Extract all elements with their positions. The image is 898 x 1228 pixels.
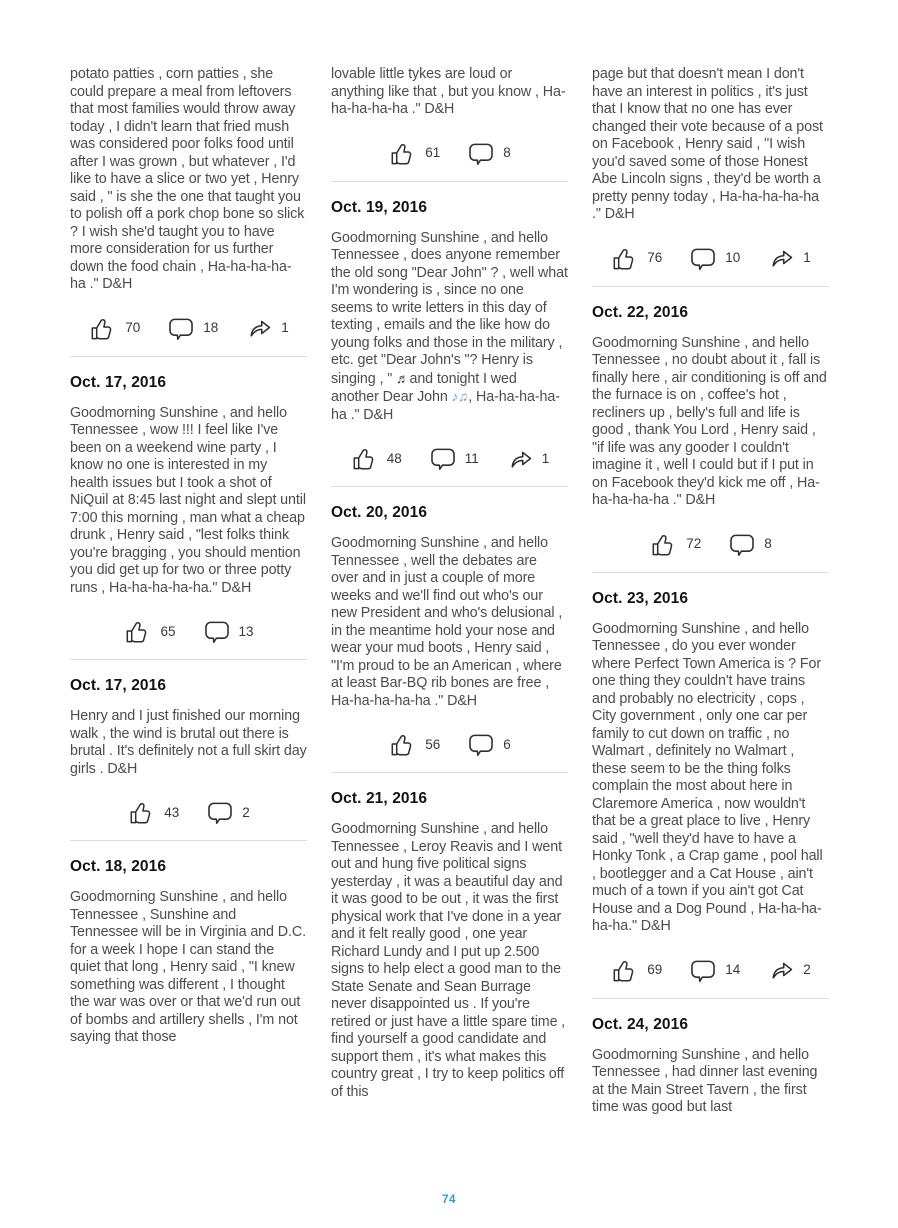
post-date: Oct. 20, 2016 bbox=[331, 504, 428, 521]
speech-bubble-icon bbox=[168, 316, 194, 340]
post bbox=[592, 304, 829, 573]
comment-count: 6 bbox=[503, 736, 511, 752]
thumbs-up-icon bbox=[88, 315, 116, 341]
speech-bubble-icon bbox=[468, 141, 494, 165]
post-date: Oct. 21, 2016 bbox=[331, 790, 428, 807]
share-count: 1 bbox=[541, 450, 550, 466]
comment-stat bbox=[207, 800, 250, 824]
column-left bbox=[70, 66, 307, 1117]
musical-score-icon: ♬ bbox=[396, 370, 410, 386]
post-text: Goodmorning Sunshine , and hello Tennessee , Leroy Reavis and I went out and hung five political signs yesterday , it was a beautiful day and it was good to be out , it was the first physical work that I've done in a year and it felt really good , one year Richard Lundy and I put up 2.500 signs to help elect a good man to the State Senate and Sean Burrage never disappointed us . If you're retired or just have a little spare time , find yourself a good candidate and support them , it's what makes this country great , I try to keep politics off of this bbox=[331, 821, 566, 1100]
thumbs-up-icon bbox=[388, 731, 416, 757]
share-stat bbox=[768, 958, 811, 981]
post-divider bbox=[592, 572, 829, 573]
comment-stat bbox=[690, 958, 740, 982]
post-date: Oct. 17, 2016 bbox=[70, 373, 167, 391]
comment-count: 13 bbox=[238, 623, 254, 639]
thumbs-up-icon bbox=[649, 531, 677, 557]
post-stats bbox=[70, 618, 307, 644]
comment-count: 8 bbox=[764, 536, 772, 551]
speech-bubble-icon bbox=[468, 732, 494, 756]
post-stats bbox=[70, 799, 307, 825]
like-stat bbox=[88, 315, 140, 341]
comment-stat bbox=[729, 532, 772, 556]
thumbs-up-icon bbox=[610, 245, 638, 271]
post-stats bbox=[331, 140, 568, 166]
speech-bubble-icon bbox=[207, 800, 233, 824]
post-continuation bbox=[70, 66, 307, 357]
post-stats bbox=[592, 245, 829, 271]
post bbox=[592, 1016, 829, 1117]
speech-bubble-icon bbox=[690, 958, 716, 982]
post-text-segment: Goodmorning Sunshine , and hello Tennessee , does anyone remember the old song "Dear John" ? , well what I'm wondering is , since no one seems to write letters in this day of texting , emails and the like how do young folks and those in the military , etc. get "Dear John's "? Henry is singing , " bbox=[331, 229, 568, 387]
like-count: 61 bbox=[425, 145, 441, 160]
like-count: 69 bbox=[647, 962, 663, 977]
like-stat bbox=[649, 531, 701, 557]
post-date: Oct. 19, 2016 bbox=[331, 198, 428, 216]
page-number: 74 bbox=[442, 1194, 456, 1206]
like-count: 56 bbox=[425, 736, 441, 752]
musical-notes-icon: ♪♫ bbox=[451, 389, 469, 404]
post-text: page but that doesn't mean I don't have an interest in politics , it's just that I know that no one has ever changed their vote because of a post on Facebook , Henry said , "I wish you'd saved some of those Honest Abe Lincoln signs , they'd be worth a pretty penny today , Ha-ha-ha-ha-ha ." D&H bbox=[592, 66, 823, 222]
post-stats bbox=[592, 531, 829, 557]
share-arrow-icon bbox=[768, 958, 794, 981]
speech-bubble-icon bbox=[729, 532, 755, 556]
post-text-segment: , Ha-ha-ha-ha-ha ." D&H bbox=[331, 389, 560, 423]
comment-stat bbox=[468, 732, 511, 756]
page-footer bbox=[0, 1190, 898, 1208]
comment-count: 14 bbox=[725, 962, 741, 977]
post-stats bbox=[331, 445, 568, 471]
comment-count: 10 bbox=[725, 250, 741, 265]
like-count: 70 bbox=[125, 320, 141, 335]
post-stats bbox=[70, 315, 307, 341]
like-count: 43 bbox=[164, 804, 180, 820]
column-middle bbox=[331, 66, 568, 1117]
post-text: Goodmorning Sunshine , and hello Tennessee , well the debates are over and in just a couple of more weeks and we'll find out who's our new President and who's delusional , in the meantime hold your nose and wear your mud boots , Henry said , "I'm proud to be an American , where at least Bar-BQ rib bones are free , Ha-ha-ha-ha-ha ." D&H bbox=[331, 535, 563, 709]
share-arrow-icon bbox=[507, 447, 533, 470]
post-continuation bbox=[331, 66, 568, 182]
speech-bubble-icon bbox=[204, 619, 230, 643]
comment-count: 8 bbox=[503, 145, 511, 160]
post-date: Oct. 22, 2016 bbox=[592, 303, 689, 321]
post-divider bbox=[70, 356, 307, 357]
post-date: Oct. 24, 2016 bbox=[592, 1015, 689, 1033]
comment-stat bbox=[168, 316, 218, 340]
post bbox=[331, 199, 568, 488]
share-count: 2 bbox=[803, 962, 811, 977]
post bbox=[331, 504, 568, 773]
like-stat bbox=[610, 957, 662, 983]
post-date: Oct. 18, 2016 bbox=[70, 858, 167, 875]
share-count: 1 bbox=[281, 320, 289, 335]
post-text: Goodmorning Sunshine , and hello Tennessee , Sunshine and Tennessee will be in Virginia and D.C. for a week I hope I can stand the quiet that long , Henry said , "I knew something was different , I thought the war was over or that we'd run out of bombs and artillery shells , I'm not saying that those bbox=[70, 889, 306, 1045]
like-count: 76 bbox=[647, 250, 663, 265]
comment-stat bbox=[468, 141, 511, 165]
post bbox=[331, 790, 568, 1101]
like-stat bbox=[123, 618, 175, 644]
post-continuation bbox=[592, 66, 829, 287]
comment-count: 2 bbox=[242, 804, 250, 820]
post-stats bbox=[331, 731, 568, 757]
post-divider bbox=[331, 486, 568, 487]
post-text: Goodmorning Sunshine , and hello Tennessee , no doubt about it , fall is finally here , air conditioning is off and the furnace is on , coffee's hot , recliners up , belly's full and life is good , thank You Lord , Henry said , "if life was any gooder I couldn't imagine it , well I could but if I put in on Facebook they'd kick me off , Ha-ha-ha-ha-ha ." D&H bbox=[592, 334, 827, 508]
thumbs-up-icon bbox=[127, 799, 155, 825]
post-text: Goodmorning Sunshine , and hello Tennessee , had dinner last evening at the Main Street Tavern , the first time was good but last bbox=[592, 1046, 818, 1115]
post bbox=[70, 858, 307, 1047]
speech-bubble-icon bbox=[430, 446, 456, 470]
post-text: Henry and I just finished our morning walk , the wind is brutal out there is brutal . It's definitely not a full skirt day girls . D&H bbox=[70, 708, 307, 777]
share-count: 1 bbox=[803, 250, 811, 265]
post-divider bbox=[70, 840, 307, 841]
post-date: Oct. 17, 2016 bbox=[70, 677, 167, 694]
post-text bbox=[331, 230, 568, 425]
comment-stat bbox=[430, 446, 479, 470]
share-arrow-icon bbox=[768, 246, 794, 269]
thumbs-up-icon bbox=[388, 140, 416, 166]
post-stats bbox=[592, 957, 829, 983]
post-divider bbox=[331, 181, 568, 182]
thumbs-up-icon bbox=[610, 957, 638, 983]
post-text: potato patties , corn patties , she could prepare a meal from leftovers that most families would throw away today , I didn't learn that fried mush was considered poor folks food until after I was grown , but whatever , I'd like to have a slice or two yet , Henry said , " is she the one that taught you to polish off a pork chop bone so slick ? I wish she'd taught you to have more consideration for us further down the food chain , Ha-ha-ha-ha-ha ." D&H bbox=[70, 66, 305, 292]
post-divider bbox=[70, 659, 307, 660]
post-date: Oct. 23, 2016 bbox=[592, 589, 689, 607]
comment-stat bbox=[204, 619, 254, 643]
post bbox=[592, 590, 829, 999]
like-count: 72 bbox=[686, 536, 702, 551]
post bbox=[70, 677, 307, 841]
like-stat bbox=[388, 140, 440, 166]
like-count: 48 bbox=[386, 450, 402, 466]
post-text: lovable little tykes are loud or anything like that , but you know , Ha-ha-ha-ha-ha ." D&H bbox=[331, 66, 566, 117]
thumbs-up-icon bbox=[123, 618, 151, 644]
post-text-segment: and tonight I wed another Dear John bbox=[331, 370, 517, 405]
post-text: Goodmorning Sunshine , and hello Tennessee , do you ever wonder where Perfect Town America is ? For one thing they couldn't have trains and probably no electricity , cops , City government , only one car per family to cut down on traffic , no Walmart , definitely no Walmart , these seem to be the thing folks complain the most about here in Claremore America , now wouldn't that be a great place to live , Henry said , "well they'd have to have a Honky Tonk , a Crap game , pool hall , bootlegger and a Cat House , ain't much of a town if you ain't got Cat House and a Dog Pound , Ha-ha-ha-ha-ha." D&H bbox=[592, 620, 823, 934]
thumbs-up-icon bbox=[350, 445, 378, 471]
share-stat bbox=[246, 316, 289, 339]
post-divider bbox=[331, 772, 568, 773]
column-right bbox=[592, 66, 829, 1117]
like-stat bbox=[388, 731, 440, 757]
like-count: 65 bbox=[160, 623, 176, 639]
comment-count: 11 bbox=[464, 450, 479, 466]
like-stat bbox=[610, 245, 662, 271]
share-arrow-icon bbox=[246, 316, 272, 339]
post-divider bbox=[592, 998, 829, 999]
like-stat bbox=[127, 799, 179, 825]
share-stat bbox=[768, 246, 811, 269]
post-divider bbox=[592, 286, 829, 287]
speech-bubble-icon bbox=[690, 246, 716, 270]
comment-count: 18 bbox=[203, 320, 219, 335]
post bbox=[70, 374, 307, 661]
comment-stat bbox=[690, 246, 740, 270]
like-stat bbox=[350, 445, 402, 471]
share-stat bbox=[507, 447, 550, 470]
post-text: Goodmorning Sunshine , and hello Tennessee , wow !!! I feel like I've been on a weekend wine party , I know no one is interested in my health issues but I took a shot of NiQuil at 8:45 last night and slept until 7:00 this morning , man what a cheap drunk , Henry said , "lest folks think you're bragging , you should mention you did get up for two or three potty runs , Ha-ha-ha-ha-ha." D&H bbox=[70, 404, 306, 596]
